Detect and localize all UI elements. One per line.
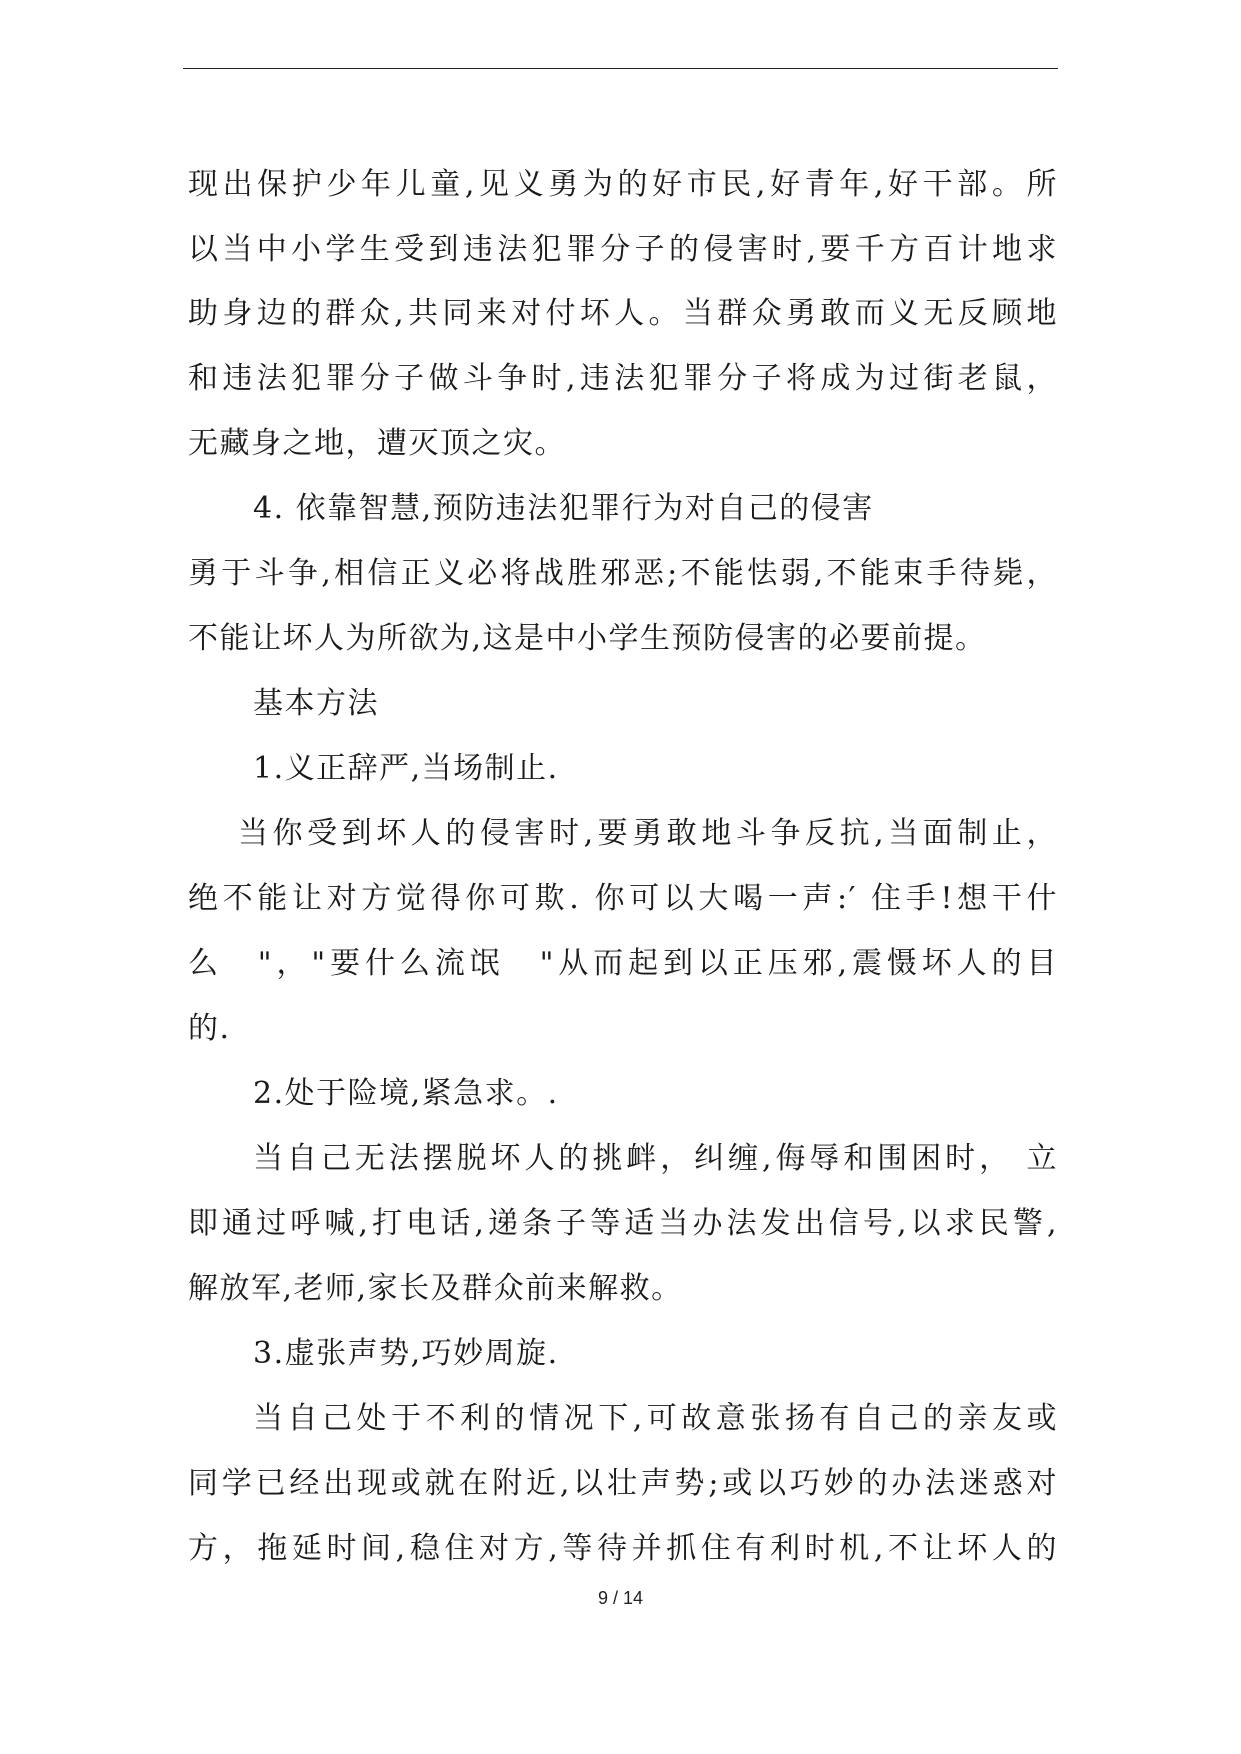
header-rule	[183, 68, 1058, 69]
paragraph-line: 助身边的群众,共同来对付坏人。当群众勇敢而义无反顾地	[188, 296, 1058, 331]
method-heading: 3.虚张声势,巧妙周旋.	[253, 1336, 559, 1371]
paragraph-line: 方，拖延时间,稳住对方,等待并抓住有利时机,不让坏人的	[188, 1531, 1058, 1566]
paragraph-line: 无藏身之地，遭灭顶之灾。	[188, 426, 566, 461]
paragraph-line: 当自己无法摆脱坏人的挑衅，纠缠,侮辱和围困时， 立	[253, 1141, 1058, 1176]
paragraph-line: 和违法犯罪分子做斗争时,违法犯罪分子将成为过街老鼠，	[188, 361, 1058, 396]
paragraph-line: 即通过呼喊,打电话,递条子等适当办法发出信号,以求民警,	[188, 1206, 1058, 1241]
page-number: 9 / 14	[597, 1588, 644, 1608]
paragraph-line: 现出保护少年儿童,见义勇为的好市民,好青年,好干部。所	[188, 167, 1058, 202]
paragraph-line: 的.	[188, 1011, 231, 1046]
paragraph-line: 不能让坏人为所欲为,这是中小学生预防侵害的必要前提。	[188, 621, 987, 656]
paragraph-line: 解放军,老师,家长及群众前来解救。	[188, 1271, 683, 1306]
section-heading: 4. 依靠智慧,预防违法犯罪行为对自己的侵害	[253, 491, 874, 526]
method-heading: 1.义正辞严,当场制止.	[253, 751, 559, 786]
paragraph-line: 绝不能让对方觉得你可欺. 你可以大喝一声:′ 住手!想干什	[188, 881, 1058, 916]
paragraph-line: 以当中小学生受到违法犯罪分子的侵害时,要千方百计地求	[188, 232, 1058, 267]
method-heading: 2.处于险境,紧急求。.	[253, 1076, 559, 1111]
paragraph-line: 同学已经出现或就在附近,以壮声势;或以巧妙的办法迷惑对	[188, 1466, 1058, 1501]
paragraph-line: 当你受到坏人的侵害时,要勇敢地斗争反抗,当面制止，	[238, 816, 1058, 851]
paragraph-line: 么 "，"要什么流氓 "从而起到以正压邪,震慑坏人的目	[188, 946, 1058, 981]
paragraph-line: 勇于斗争,相信正义必将战胜邪恶;不能怯弱,不能束手待毙，	[188, 556, 1058, 591]
subheading: 基本方法	[253, 686, 379, 721]
paragraph-line: 当自己处于不利的情况下,可故意张扬有自己的亲友或	[253, 1401, 1058, 1436]
